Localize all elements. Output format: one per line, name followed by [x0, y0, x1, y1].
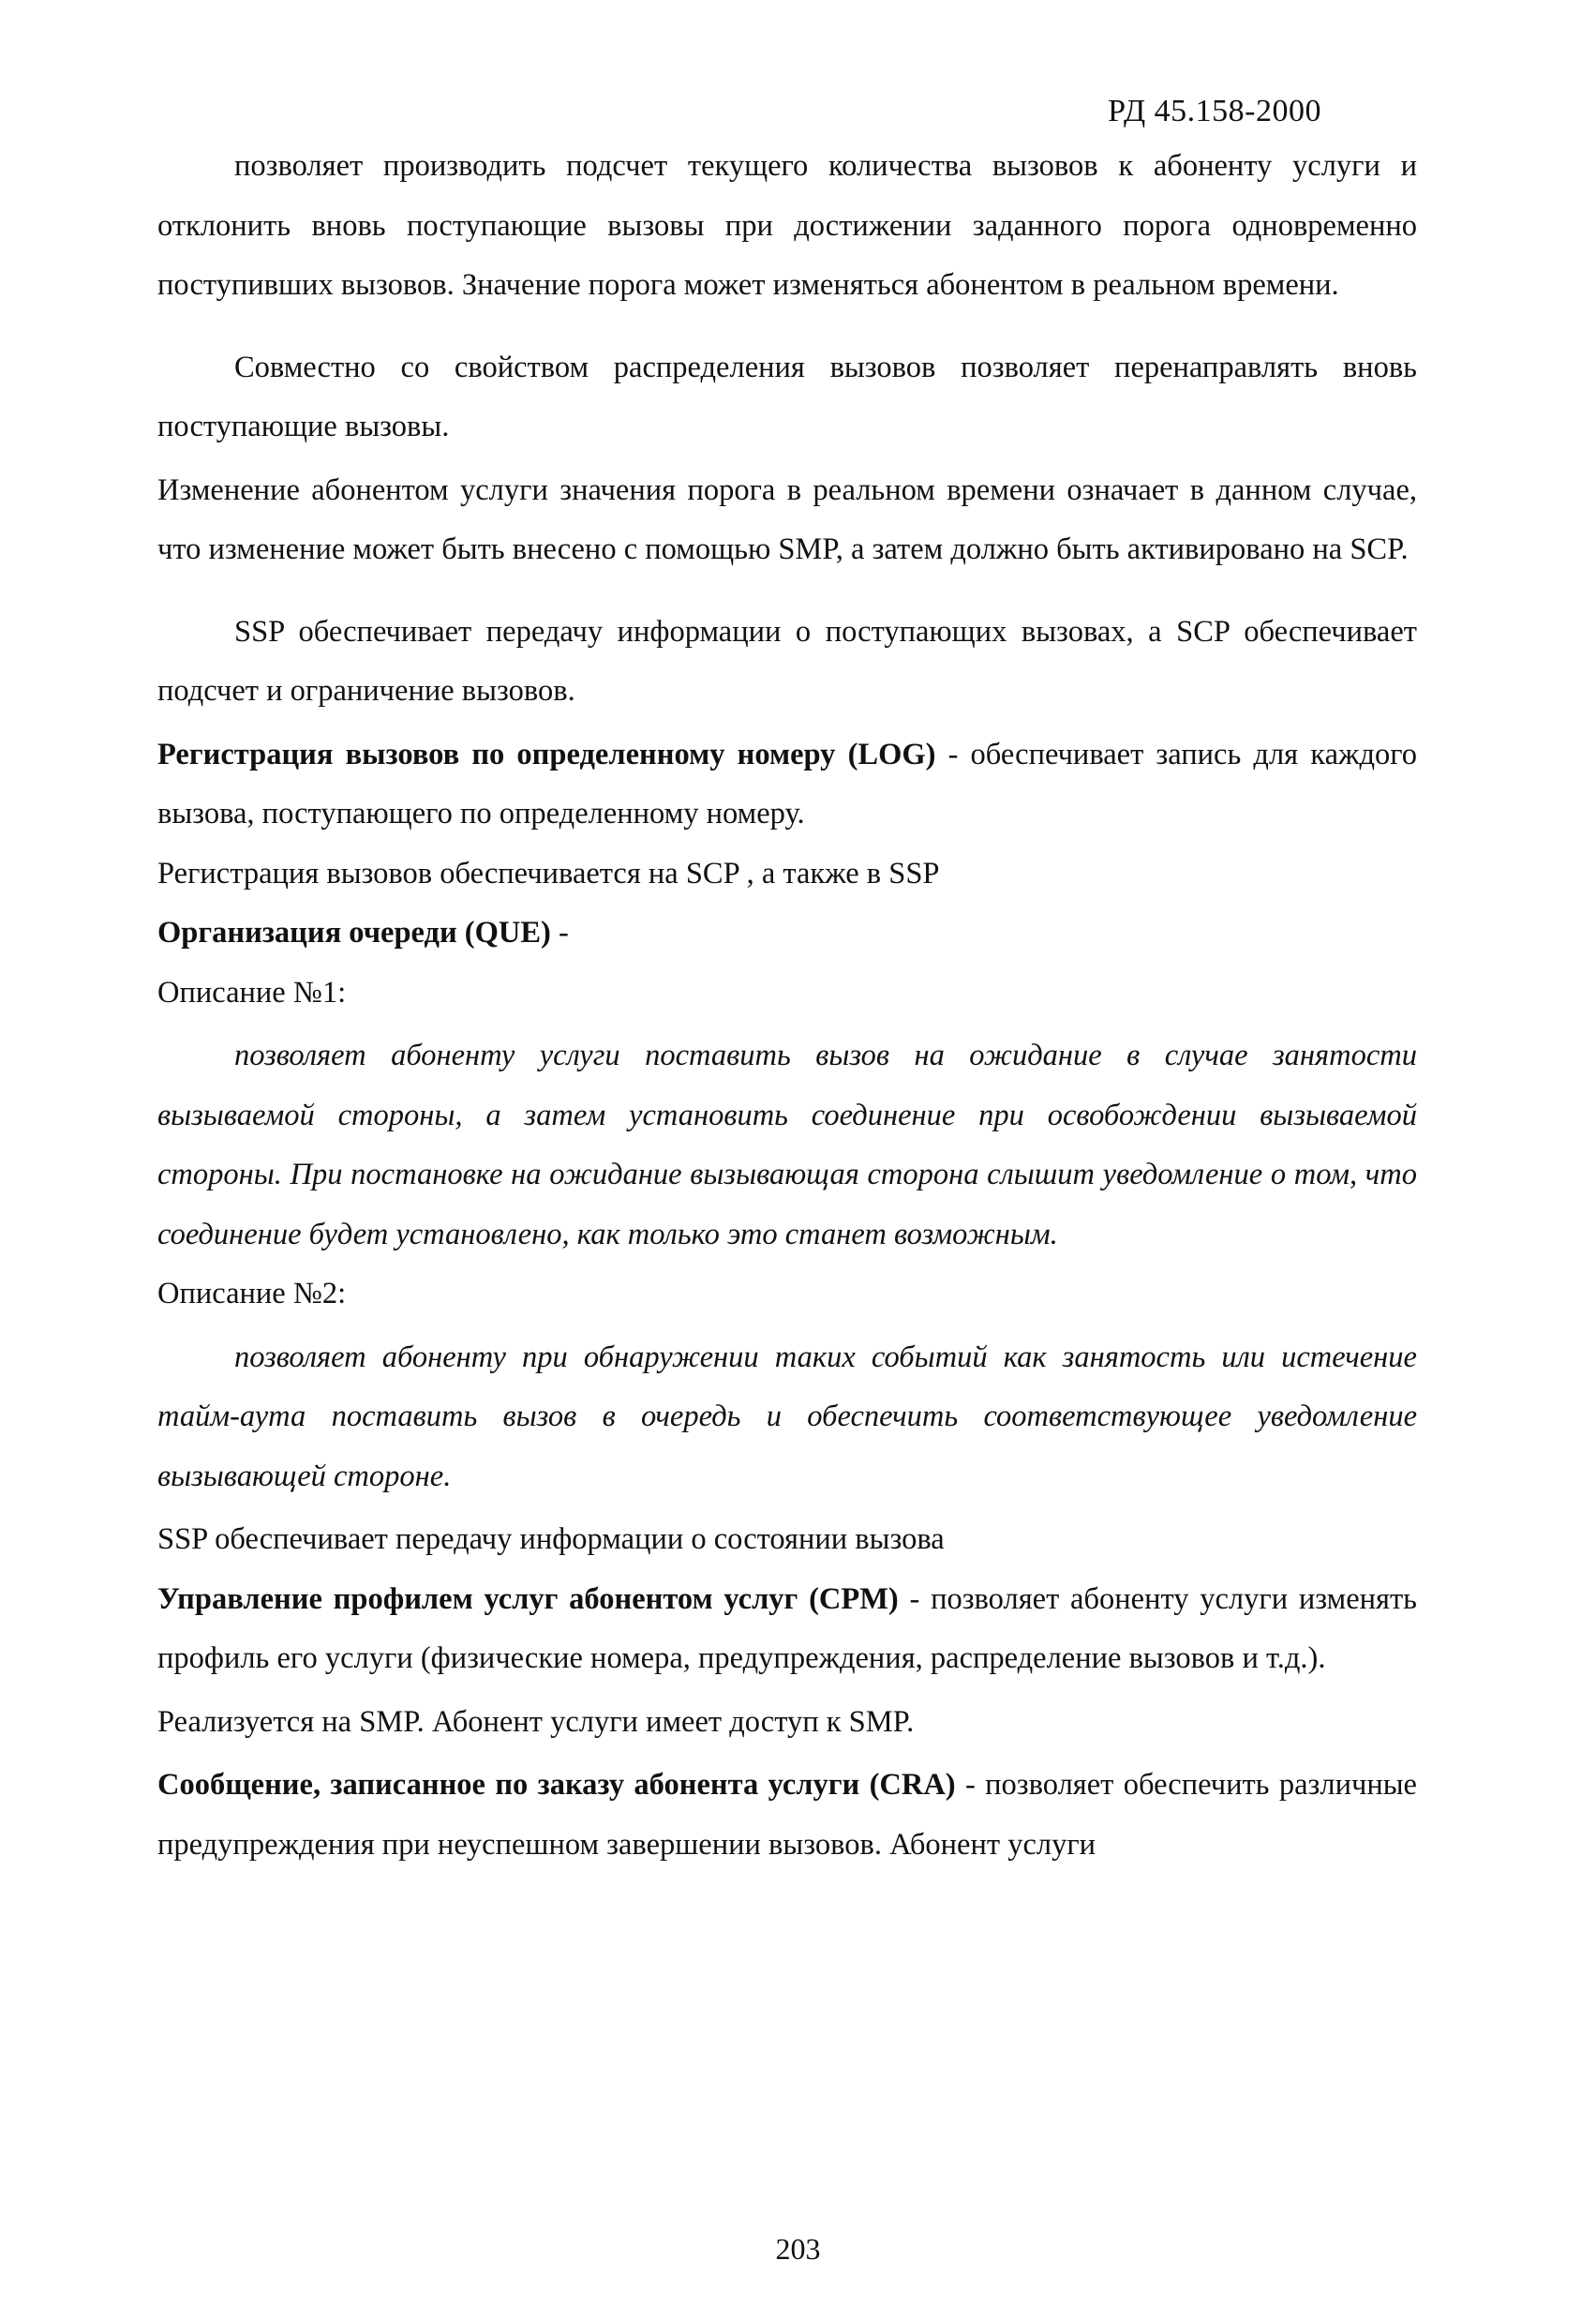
description-2-label: Описание №2: — [157, 1277, 347, 1310]
paragraph-threshold-description: позволяет производить подсчет текущего количества вызовов к абоненту услуги и отклонить вновь поступающие вызовы при достижении заданного порога одновременно поступивших вызовов. Значение порога может изменяться абонентом в реальном времени. — [157, 149, 1417, 302]
paragraph-call-distribution: Совместно со свойством распределения вызовов позволяет перенаправлять вновь поступающие вызовы. — [157, 350, 1417, 443]
paragraph-que-feature — [157, 904, 1417, 964]
document-body — [157, 137, 1417, 1875]
document-code-header: РД 45.158-2000 — [1108, 94, 1321, 128]
paragraph-cpm-feature — [157, 1570, 1417, 1689]
paragraph-log-feature — [157, 726, 1417, 845]
cpm-feature-text: - позволяет абоненту услуги изменять профиль его услуги (физические номера, предупреждения, распределение вызовов и т.д.). — [157, 1581, 1418, 1675]
description-2-text: позволяет абоненту при обнаружении таких событий как занятость или истечение тайм-аута поставить вызов в очередь и обеспечить соответствующее уведомление вызывающей стороне. — [157, 1340, 1417, 1493]
cra-feature-text: - позволяет обеспечить различные предупреждения при неуспешном завершении вызовов. Абонент услуги — [157, 1768, 1417, 1862]
paragraph-ssp-state: SSP обеспечивает передачу информации о состоянии вызова — [157, 1522, 945, 1556]
paragraph-smp-access: Реализуется на SMP. Абонент услуги имеет доступ к SMP. — [157, 1704, 915, 1739]
paragraph-threshold-change: Изменение абонентом услуги значения порога в реальном времени означает в данном случае, что изменение может быть внесено с помощью SMP, а затем должно быть активировано на SCP. — [157, 472, 1417, 566]
page-number: 203 — [775, 2232, 821, 2266]
que-feature-title: Организация очереди (QUE) — [157, 916, 551, 950]
log-feature-title: Регистрация вызовов по определенному номеру (LOG) — [157, 737, 936, 771]
paragraph-ssp-scp: SSP обеспечивает передачу информации о поступающих вызовах, а SCP обеспечивает подсчет и ограничение вызовов. — [157, 614, 1417, 708]
cpm-feature-title: Управление профилем услуг абонентом услуг (CPM) — [157, 1581, 899, 1616]
que-feature-text: - — [550, 916, 569, 950]
paragraph-log-location: Регистрация вызовов обеспечивается на SCP , а также в SSP — [157, 856, 940, 891]
description-1-label: Описание №1: — [157, 975, 347, 1010]
cra-feature-title: Сообщение, записанное по заказу абонента услуги (CRA) — [157, 1768, 956, 1802]
description-1-text: позволяет абоненту услуги поставить вызов на ожидание в случае занятости вызываемой стороны, а затем установить соединение при освобождении вызываемой стороны. При постановке на ожидание вызывающая сторона слышит уведомление о том, что соединение будет установлено, как только это станет возможным. — [157, 1039, 1417, 1251]
paragraph-cra-feature — [157, 1756, 1417, 1875]
log-feature-text: - обеспечивает запись для каждого вызова, поступающего по определенному номеру. — [157, 737, 1418, 831]
